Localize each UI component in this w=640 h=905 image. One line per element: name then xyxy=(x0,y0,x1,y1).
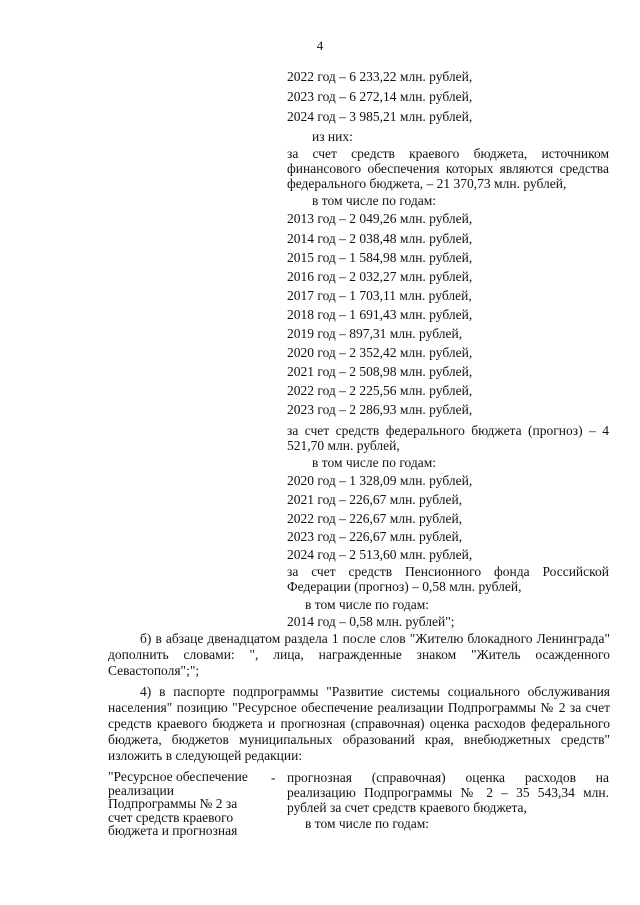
text-line: 2021 год – 226,67 млн. рублей, xyxy=(287,492,463,507)
text-line: 2023 год – 2 286,93 млн. рублей, xyxy=(287,402,473,417)
text-line: 2022 год – 2 225,56 млн. рублей, xyxy=(287,383,473,398)
text-line: 2013 год – 2 049,26 млн. рублей, xyxy=(287,211,473,226)
table-cell-right: прогнозная (справочная) оценка расходов на реализацию Подпрограммы № 2 – 35 543,34 млн. рублей за счет средств краевого бюджета, xyxy=(287,770,609,815)
table-dash: - xyxy=(271,770,276,785)
text-line: 2016 год – 2 032,27 млн. рублей, xyxy=(287,269,473,284)
text-line: 2023 год – 6 272,14 млн. рублей, xyxy=(287,89,473,104)
text-line: 2019 год – 897,31 млн. рублей, xyxy=(287,326,463,341)
text-line: 2022 год – 6 233,22 млн. рублей, xyxy=(287,69,473,84)
text-line: 2023 год – 226,67 млн. рублей, xyxy=(287,529,463,544)
text-line: 2018 год – 1 691,43 млн. рублей, xyxy=(287,307,473,322)
text-line: 2020 год – 2 352,42 млн. рублей, xyxy=(287,345,473,360)
text-line: 2017 год – 1 703,11 млн. рублей, xyxy=(287,288,472,303)
text-line: 2014 год – 2 038,48 млн. рублей, xyxy=(287,231,473,246)
text-line: 2022 год – 226,67 млн. рублей, xyxy=(287,511,463,526)
text-line: 2024 год – 2 513,60 млн. рублей, xyxy=(287,547,473,562)
text-paragraph: за счет средств Пенсионного фонда Российской Федерации (прогноз) – 0,58 млн. рублей, xyxy=(287,564,609,594)
text-line: 2020 год – 1 328,09 млн. рублей, xyxy=(287,473,473,488)
body-paragraph: 4) в паспорте подпрограммы "Развитие системы социального обслуживания населения" позицию "Ресурсное обеспечение реализации Подпрограммы № 2 за счет средств краевого бюджета и прогнозная (справочная) оценка расходов федерального бюджета, бюджетов муниципальных образований края, внебюджетных средств" изложить в следующей редакции: xyxy=(108,684,610,763)
text-line: из них: xyxy=(312,129,353,144)
text-line: 2015 год – 1 584,98 млн. рублей, xyxy=(287,250,473,265)
table-cell-right-line: в том числе по годам: xyxy=(305,816,430,831)
page-number: 4 xyxy=(316,38,324,53)
table-cell-left: "Ресурсное обеспечение реализации Подпрограммы № 2 за счет средств краевого бюджета и прогнозная xyxy=(108,769,248,838)
text-paragraph: за счет средств федерального бюджета (прогноз) – 4 521,70 млн. рублей, xyxy=(287,423,609,453)
text-line: в том числе по годам: xyxy=(312,193,437,208)
text-line: в том числе по годам: xyxy=(305,597,430,612)
text-line: 2021 год – 2 508,98 млн. рублей, xyxy=(287,364,473,379)
text-paragraph: за счет средств краевого бюджета, источником финансового обеспечения которых являются средства федерального бюджета, – 21 370,73 млн. рублей, xyxy=(287,146,609,191)
body-paragraph: б) в абзаце двенадцатом раздела 1 после слов "Жителю блокадного Ленинграда" дополнить словами: ", лица, награжденные знаком "Житель осажденного Севастополя";"; xyxy=(108,631,610,678)
text-line: 2014 год – 0,58 млн. рублей"; xyxy=(287,614,455,629)
text-line: в том числе по годам: xyxy=(312,455,437,470)
text-line: 2024 год – 3 985,21 млн. рублей, xyxy=(287,109,473,124)
